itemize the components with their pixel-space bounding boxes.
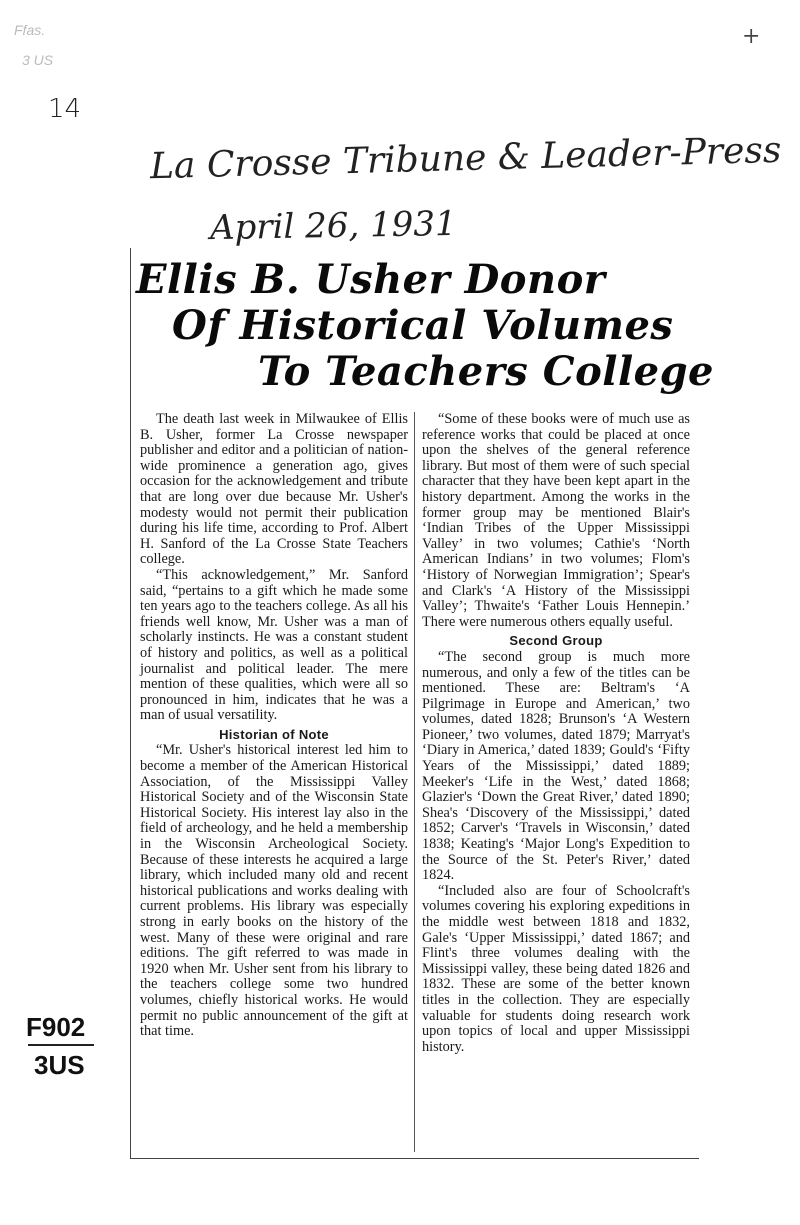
column-divider xyxy=(414,412,415,1152)
handwritten-date: April 26, 1931 xyxy=(209,203,457,249)
paragraph: The death last week in Milwaukee of Ellis B. Usher, former La Crosse newspaper publisher and editor and a politician of nation-wide prominence a generation ago, gives occasion for the acknowledgement and tribute that are long over due because Mr. Usher's modesty would not permit their publication during his life time, according to Prof. Albert H. Sanford of the La Crosse State Teachers college. xyxy=(140,411,408,568)
margin-note-faint-2: 3 US xyxy=(22,52,54,68)
margin-note-faint-1: Ffas. xyxy=(14,22,46,38)
subhead-historian: Historian of Note xyxy=(219,726,329,742)
headline-line-2: Of Historical Volumes xyxy=(172,302,674,349)
headline-line-3: To Teachers College xyxy=(258,348,715,395)
article-column-1 xyxy=(140,412,408,1040)
paragraph: “Mr. Usher's historical interest led him to become a member of the American Historical Association, of the Mississippi Valley Historical Society and of the Wisconsin State Historical Society. His interest lay also in the field of archeology, and he held a membership in the Wisconsin Archeological Society. Because of these interests he acquired a large library, which included many old and recent historical publications and works dealing with current problems. His library was especially strong in early books on the history of the west. Many of these were original and rare editions. The gift referred to was made in 1920 when Mr. Usher sent from his library to the teachers college some two hundred volumes, chiefly historical works. He would permit no public announcement of the gift at that time. xyxy=(140,742,408,1040)
page-number: 14 xyxy=(48,94,82,124)
paragraph: “Some of these books were of much use as reference works that could be placed at once upon the shelves of the general reference library. But most of them were of such special character that they have been kept apart in the history department. Among the works in the former group may be mentioned Blair's ‘Indian Tribes of the Upper Mississippi Valley’ in two volumes; Cathie's ‘North American Indians’ in two volumes; Flom's ‘History of Norwegian Immigration’; Spear's and Clark's ‘A History of the Mississippi Valley’; Thwaite's ‘Father Louis Hennepin.’ There were numerous others equally useful. xyxy=(422,411,690,630)
call-number-rule xyxy=(28,1044,94,1046)
call-number-line-1: F902 xyxy=(26,1012,86,1042)
corner-mark: + xyxy=(742,24,761,49)
paragraph: “The second group is much more numerous, and only a few of the titles can be mentioned. These are: Beltram's ‘A Pilgrimage in Europe and American,’ two volumes, dated 1828; Brunson's ‘A Western Pioneer,’ two volumes, dated 1879; Marryat's ‘Diary in America,’ dated 1839; Gould's ‘Fifty Years of the Mississippi,’ dated 1889; Meeker's ‘Life in the West,’ dated 1868; Glazier's ‘Down the Great River,’ dated 1890; Shea's ‘Discovery of the Mississippi,’ dated 1852; Carver's ‘Travels in Wisconsin,’ dated 1838; Keating's ‘Major Long's Expedition to the Source of the St. Peter's River,’ dated 1824. xyxy=(422,648,690,884)
headline-line-1: Ellis B. Usher Donor xyxy=(136,256,606,303)
handwritten-source: La Crosse Tribune & Leader-Press xyxy=(149,129,782,188)
call-number-line-2: 3US xyxy=(34,1050,85,1080)
subhead-second-group: Second Group xyxy=(509,633,603,649)
paragraph: “This acknowledgement,” Mr. Sanford said, “pertains to a gift which he made some ten years ago to the teachers college. As all his friends well know, Mr. Usher was a man of scholarly instincts. He was a constant student of history and politics, as well as a political journalist and political leader. The mere mention of these qualities, which were all so pronounced in him, indicates that he was a man of usual versatility. xyxy=(140,566,408,724)
article-column-2 xyxy=(422,412,690,1055)
paragraph: “Included also are four of Schoolcraft's volumes covering his exploring expeditions in the middle west between 1818 and 1832, Gale's ‘Upper Mississippi,’ dated 1867; and Flint's three volumes dealing with the Mississippi valley, these being dated 1826 and 1832. These are some of the better known titles in the collection. They are especially valuable for students doing research work upon topics of local and upper Mississippi history. xyxy=(422,882,690,1055)
